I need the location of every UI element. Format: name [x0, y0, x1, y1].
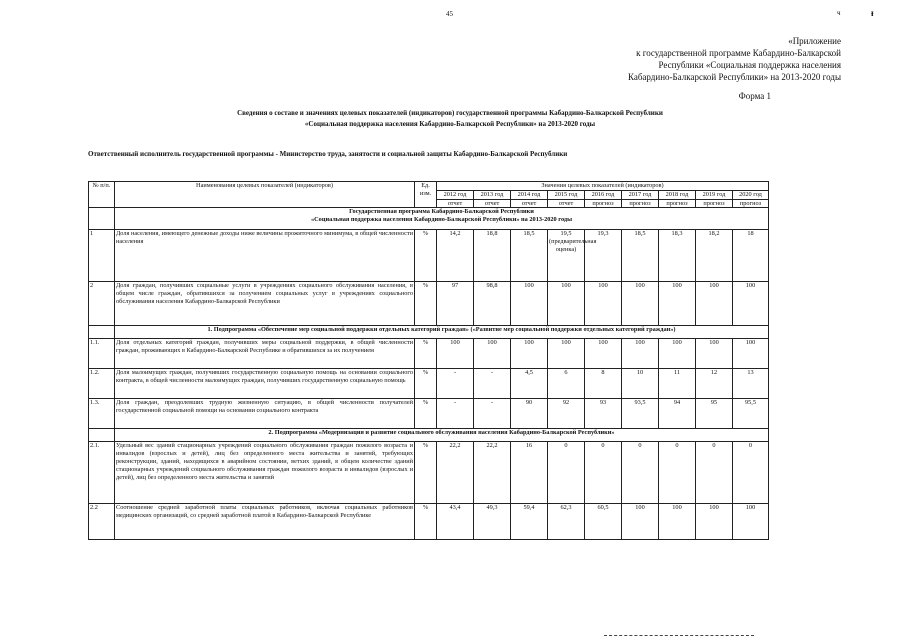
row-value: 22,2	[437, 442, 474, 504]
row-value: 6	[548, 369, 585, 399]
row-value: 16	[511, 442, 548, 504]
row-unit: %	[415, 282, 437, 326]
row-name: Доля населения, имеющего денежные доходы ниже величины прожиточного минимума, в общей численности населения	[115, 230, 415, 282]
row-value: 49,3	[474, 504, 511, 540]
row-value: 93,5	[622, 399, 659, 429]
row-name: Доля малоимущих граждан, получивших государственную социальную помощь на основании социального контракта, в общей численности малоимущих граждан, получивших государственную социальную помощь	[115, 369, 415, 399]
row-value: 100	[437, 339, 474, 369]
row-value: 13	[733, 369, 769, 399]
row-value: 100	[696, 339, 733, 369]
appendix-line: Республики «Социальная поддержка населения	[658, 60, 841, 70]
header-name: Наименования целевых показателей (индикаторов)	[115, 182, 415, 208]
row-value: -	[437, 369, 474, 399]
row-value: 100	[659, 504, 696, 540]
row-num: 1.3.	[89, 399, 115, 429]
program-title-line: Государственная программа Кабардино-Балкарской Республики	[349, 208, 534, 216]
row-value: 19,3	[585, 230, 622, 282]
header-year: 2020 год	[733, 190, 769, 199]
row-unit: %	[415, 442, 437, 504]
row-name: Доля граждан, получивших социальные услуги в учреждениях социального обслуживания населения, в общем числе граждан, обратившихся за получением социальных услуг в учреждениях социального обслуживания населения Кабардино-Балкарской Республики	[115, 282, 415, 326]
header-unit: Ед. изм.	[415, 182, 437, 208]
row-value: 18	[733, 230, 769, 282]
header-kind: прогноз	[585, 199, 622, 208]
header-year: 2014 год	[511, 190, 548, 199]
header-kind: прогноз	[696, 199, 733, 208]
header-kind: прогноз	[659, 199, 696, 208]
header-kind: прогноз	[733, 199, 769, 208]
corner-mark: ᵻ	[871, 8, 874, 18]
row-value: 4,5	[511, 369, 548, 399]
row-value: 18,2	[696, 230, 733, 282]
form-label: Форма 1	[738, 91, 771, 101]
row-value: 0	[548, 442, 585, 504]
row-value: 100	[696, 282, 733, 326]
subprogram-title: 1. Подпрограмма «Обеспечение мер социальной поддержки отдельных категорий граждан» («Развитие мер социальной поддержки отдельных категорий граждан»)	[115, 326, 769, 339]
header-year: 2017 год	[622, 190, 659, 199]
header-values-group: Значения целевых показателей (индикаторов)	[437, 182, 769, 191]
row-value: 14,2	[437, 230, 474, 282]
section-row	[89, 429, 769, 442]
row-value: 62,3	[548, 504, 585, 540]
row-value: 18,5	[511, 230, 548, 282]
row-value: 100	[548, 339, 585, 369]
row-value: 43,4	[437, 504, 474, 540]
row-value: -	[474, 399, 511, 429]
row-value: 100	[696, 504, 733, 540]
row-num: 1	[89, 230, 115, 282]
row-value: 97	[437, 282, 474, 326]
row-value: 0	[622, 442, 659, 504]
page-number: 45	[446, 10, 453, 18]
row-value: 100	[733, 339, 769, 369]
row-name: Соотношение средней заработной платы социальных работников, включая социальных работников медицинских организаций, со средней заработной платой в Кабардино-Балкарской Республике	[115, 504, 415, 540]
row-value: 22,2	[474, 442, 511, 504]
row-value: 100	[733, 504, 769, 540]
table-row	[89, 339, 769, 369]
row-value: 19,5 (предварительная оценка)	[548, 230, 585, 282]
row-value: 95,5	[733, 399, 769, 429]
row-unit: %	[415, 504, 437, 540]
row-value: 12	[696, 369, 733, 399]
row-value: 100	[548, 282, 585, 326]
table-row	[89, 399, 769, 429]
indicators-table	[88, 181, 769, 540]
row-value: 18,3	[659, 230, 696, 282]
row-value: 100	[474, 339, 511, 369]
row-value: 90	[511, 399, 548, 429]
row-num: 2.2	[89, 504, 115, 540]
header-year: 2013 год	[474, 190, 511, 199]
header-year: 2018 год	[659, 190, 696, 199]
row-value: 100	[585, 339, 622, 369]
header-kind: прогноз	[622, 199, 659, 208]
table-row	[89, 369, 769, 399]
row-value: 100	[659, 282, 696, 326]
responsible-executor: Ответственный исполнитель государственной программы - Министерство труда, занятости и социальной защиты Кабардино-Балкарской Республики	[88, 150, 568, 158]
document-title	[120, 108, 780, 130]
row-value: 92	[548, 399, 585, 429]
row-value: 93	[585, 399, 622, 429]
header-year: 2012 год	[437, 190, 474, 199]
row-value: 100	[659, 339, 696, 369]
header-year: 2016 год	[585, 190, 622, 199]
corner-mark: ч	[837, 9, 841, 17]
row-name: Доля отдельных категорий граждан, получивших меры социальной поддержки, в общей численности граждан, проживающих в Кабардино-Балкарской Республике и обратившихся за их получением	[115, 339, 415, 369]
appendix-note	[581, 35, 841, 83]
table-row	[89, 504, 769, 540]
row-name: Удельный вес зданий стационарных учреждений социального обслуживания граждан пожилого возраста и инвалидов (взрослых и детей), лиц без определенного места жительства и занятий, требующих реконструкции, зданий, находящихся в аварийном состоянии, ветхих зданий, в общем количестве зданий стационарных учреждений социального обслуживания граждан пожилого возраста и инвалидов (взрослых и детей), лиц без определенного места жительства и занятий	[115, 442, 415, 504]
row-unit: %	[415, 339, 437, 369]
header-row	[89, 182, 769, 191]
row-value: 0	[733, 442, 769, 504]
row-unit: %	[415, 230, 437, 282]
row-value: 10	[622, 369, 659, 399]
row-value: 100	[733, 282, 769, 326]
row-value: 18,5	[622, 230, 659, 282]
appendix-line: к государственной программе Кабардино-Балкарской	[636, 48, 841, 58]
row-value: 100	[622, 504, 659, 540]
header-year: 2015 год	[548, 190, 585, 199]
header-kind: отчет	[548, 199, 585, 208]
row-value: 0	[659, 442, 696, 504]
table-row	[89, 230, 769, 282]
row-name: Доля граждан, преодолевших трудную жизненную ситуацию, в общей численности получателей государственной социальной помощи на основании социального контракта	[115, 399, 415, 429]
row-value: 100	[511, 339, 548, 369]
appendix-line: «Приложение	[788, 36, 841, 46]
table-row	[89, 442, 769, 504]
program-title	[115, 208, 769, 230]
row-num: 2	[89, 282, 115, 326]
row-value: 0	[696, 442, 733, 504]
row-unit: %	[415, 369, 437, 399]
row-value: 94	[659, 399, 696, 429]
header-kind: отчет	[437, 199, 474, 208]
row-value: 98,8	[474, 282, 511, 326]
row-value: 18,8	[474, 230, 511, 282]
row-num: 1.2.	[89, 369, 115, 399]
row-value: 100	[622, 282, 659, 326]
row-value: -	[474, 369, 511, 399]
header-year: 2019 год	[696, 190, 733, 199]
row-value: 100	[622, 339, 659, 369]
row-value: -	[437, 399, 474, 429]
row-value: 0	[585, 442, 622, 504]
row-value: 59,4	[511, 504, 548, 540]
program-title-line: «Социальная поддержка населения Кабардино-Балкарской Республики» на 2013-2020 годы	[310, 216, 573, 224]
header-kind: отчет	[474, 199, 511, 208]
row-value: 11	[659, 369, 696, 399]
section-row	[89, 208, 769, 230]
row-value: 60,5	[585, 504, 622, 540]
row-num: 1.1.	[89, 339, 115, 369]
row-unit: %	[415, 399, 437, 429]
row-value: 8	[585, 369, 622, 399]
row-value: 95	[696, 399, 733, 429]
header-num: № п/п.	[89, 182, 115, 208]
row-value: 100	[585, 282, 622, 326]
title-line: «Социальная поддержка населения Кабардино-Балкарской Республики» на 2013-2020 годы	[304, 120, 596, 128]
row-value: 100	[511, 282, 548, 326]
row-num: 2.1.	[89, 442, 115, 504]
subprogram-title: 2. Подпрограмма «Модернизация и развитие социального обслуживания населения Кабардино-Балкарской Республики»	[115, 429, 769, 442]
scan-artifact-line	[604, 635, 754, 636]
header-kind: отчет	[511, 199, 548, 208]
table-row	[89, 282, 769, 326]
appendix-line: Кабардино-Балкарской Республики» на 2013-2020 годы	[627, 72, 841, 82]
section-row	[89, 326, 769, 339]
title-line: Сведения о составе и значениях целевых показателей (индикаторов) государственной программы Кабардино-Балкарской Республики	[237, 109, 663, 117]
